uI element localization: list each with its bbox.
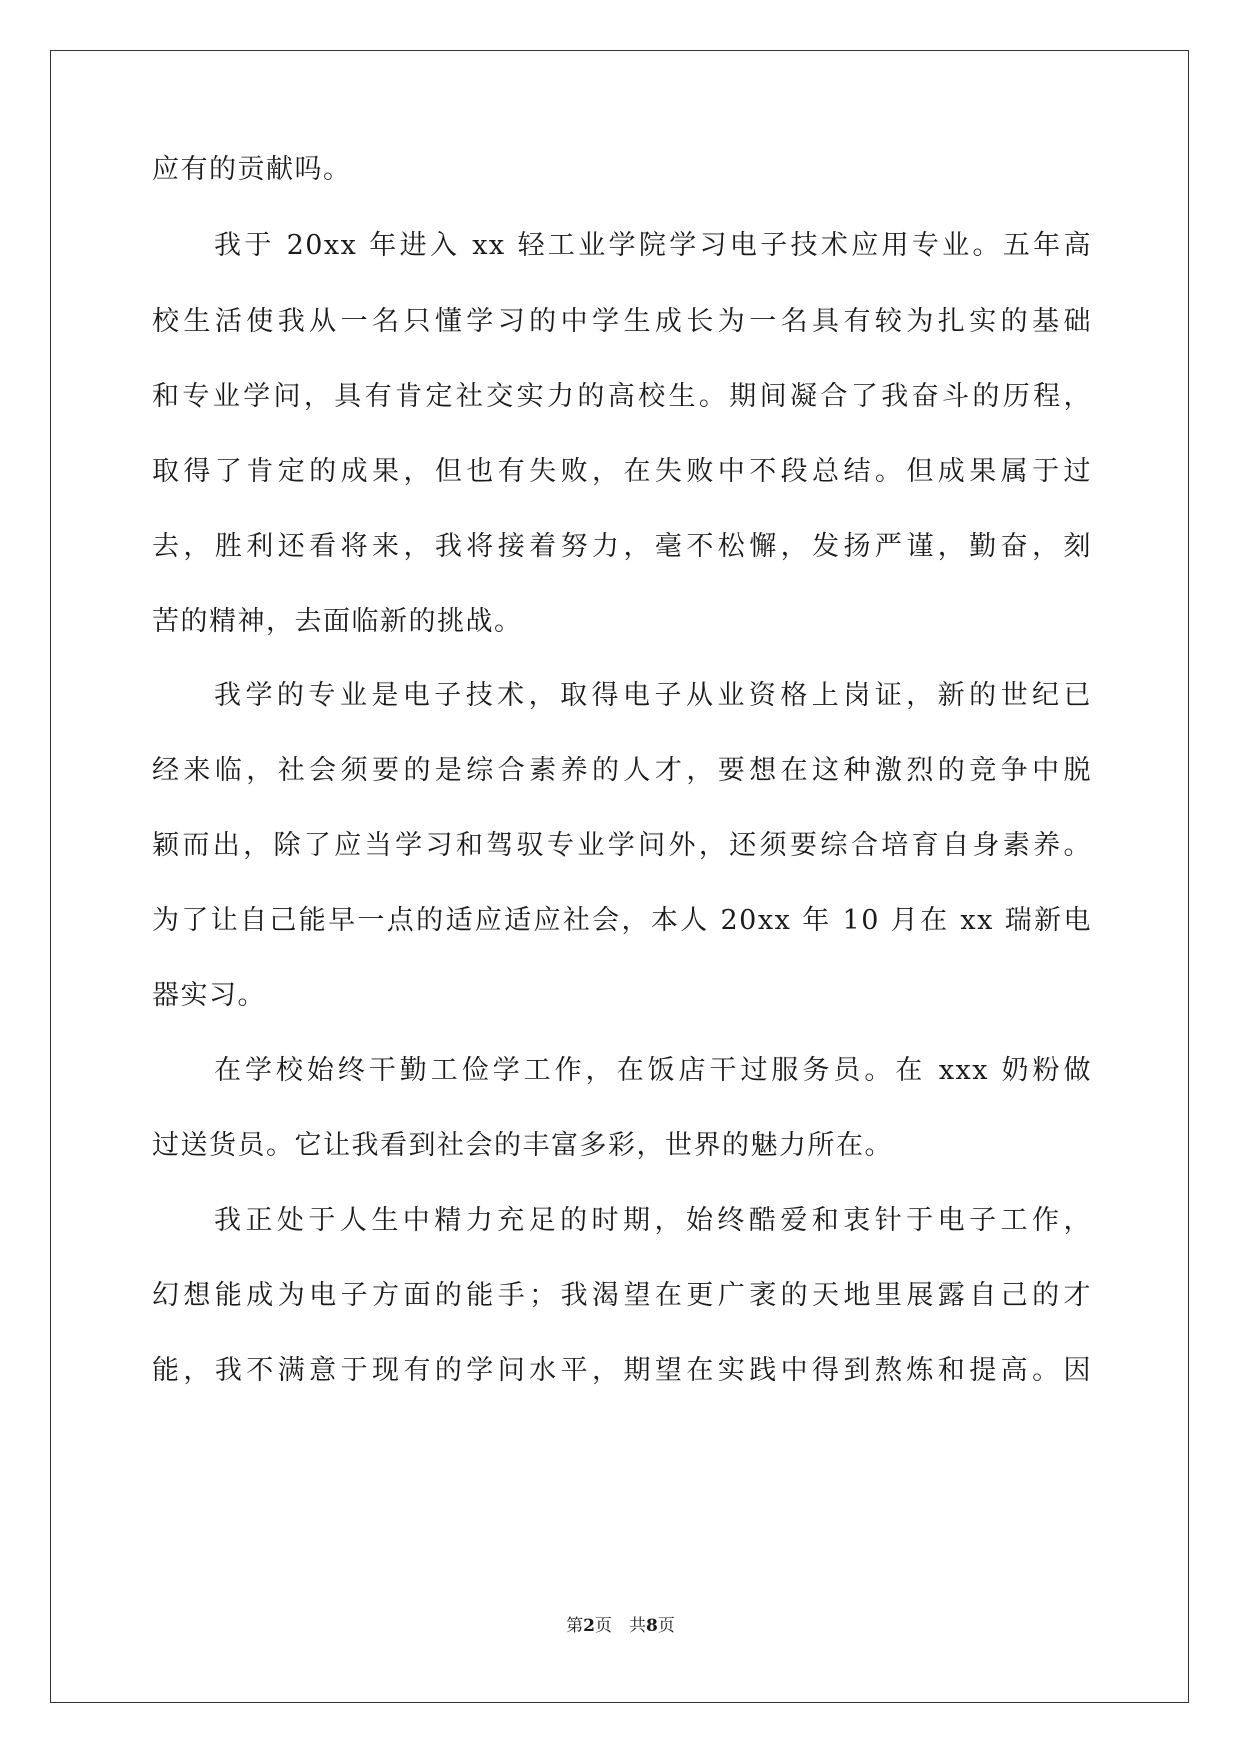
footer-total-pages: 8 xyxy=(646,1616,658,1636)
text-line: 取得了肯定的成果，但也有失败，在失败中不段总结。但成果属于过 xyxy=(152,456,1092,487)
text-line: 为了让自己能早一点的适应适应社会，本人 20xx 年 10 月在 xx 瑞新电 xyxy=(152,905,1092,936)
paragraph-first-line: 在学校始终干勤工俭学工作，在饭店干过服务员。在 xxx 奶粉做 xyxy=(214,1055,1092,1086)
text-line: 过送货员。它让我看到社会的丰富多彩，世界的魅力所在。 xyxy=(152,1130,893,1161)
text-line: 校生活使我从一名只懂学习的中学生成长为一名具有较为扎实的基础 xyxy=(152,306,1092,337)
text-line: 颖而出，除了应当学习和驾驭专业学问外，还须要综合培育自身素养。 xyxy=(152,830,1092,861)
footer-page-number: 2 xyxy=(583,1616,595,1636)
text-line: 经来临，社会须要的是综合素养的人才，要想在这种激烈的竞争中脱 xyxy=(152,755,1092,786)
text-line: 苦的精神，去面临新的挑战。 xyxy=(152,606,523,637)
paragraph-first-line: 我正处于人生中精力充足的时期，始终酷爱和衷针于电子工作， xyxy=(214,1205,1092,1236)
paragraph-first-line: 我学的专业是电子技术，取得电子从业资格上岗证，新的世纪已 xyxy=(214,680,1092,711)
footer-page-prefix: 第 xyxy=(566,1616,584,1636)
text-line: 去，胜利还看将来，我将接着努力，毫不松懈，发扬严谨，勤奋，刻 xyxy=(152,531,1092,562)
text-line: 能，我不满意于现有的学问水平，期望在实践中得到熬炼和提高。因 xyxy=(152,1355,1092,1386)
footer-page-mid: 页 共 xyxy=(595,1616,646,1636)
paragraph-first-line: 我于 20xx 年进入 xx 轻工业学院学习电子技术应用专业。五年高 xyxy=(214,230,1092,261)
footer-page-suffix: 页 xyxy=(657,1616,675,1636)
text-line: 幻想能成为电子方面的能手；我渴望在更广袤的天地里展露自己的才 xyxy=(152,1280,1092,1311)
text-line: 应有的贡献吗。 xyxy=(152,154,352,185)
page-frame xyxy=(50,50,1189,1703)
page-footer xyxy=(0,1615,1241,1637)
text-line: 和专业学问，具有肯定社交实力的高校生。期间凝合了我奋斗的历程， xyxy=(152,381,1092,412)
text-line: 器实习。 xyxy=(152,980,266,1011)
